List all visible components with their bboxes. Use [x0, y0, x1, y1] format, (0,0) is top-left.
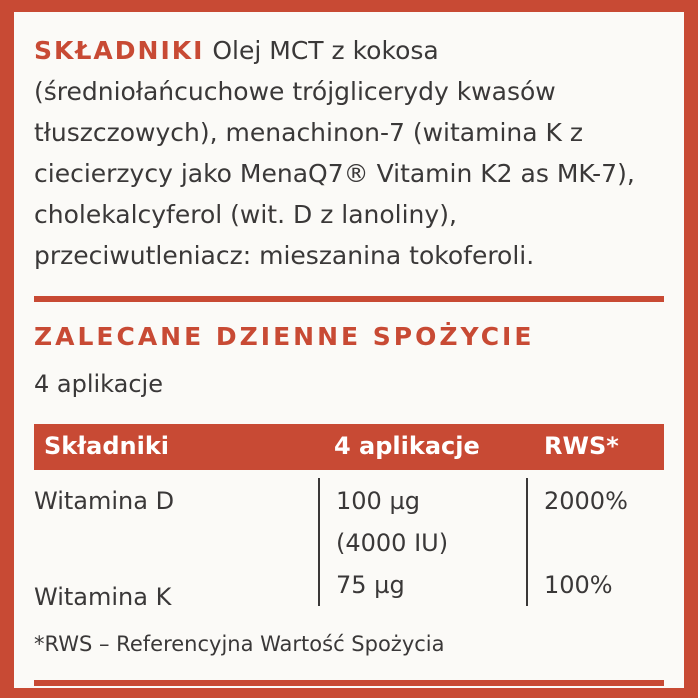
header-amount: 4 aplikacje — [334, 432, 480, 460]
row-vitamin-d-amount: 100 µg — [336, 487, 420, 515]
row-vitamin-k-rws: 100% — [544, 571, 613, 599]
ingredients-label: SKŁADNIKI — [34, 36, 205, 65]
daily-intake-title: ZALECANE DZIENNE SPOŻYCIE — [34, 322, 535, 351]
ingredients-text: Olej MCT z kokosa (średniołańcuchowe trójglicerydy kwasów tłuszczowych), menachinon-7 (witamina K z ciecierzycy jako MenaQ7® Vitamin K2 as MK-7), cholekalcyferol (wit. D z lanoliny), przeciwutleniacz: mieszanina tokoferoli. — [34, 36, 635, 270]
frame-bottom-border — [0, 688, 698, 698]
frame-left-border — [0, 0, 14, 698]
row-vitamin-d-rws: 2000% — [544, 487, 628, 515]
frame-top-border — [0, 0, 698, 12]
table-header — [34, 424, 664, 470]
bottom-divider — [34, 680, 664, 686]
section-divider — [34, 296, 664, 302]
row-vitamin-d-amount-iu: (4000 IU) — [336, 529, 449, 557]
row-vitamin-k-amount: 75 µg — [336, 571, 405, 599]
header-rws: RWS* — [544, 432, 619, 460]
rws-footnote: *RWS – Referencyjna Wartość Spożycia — [34, 632, 445, 656]
table-column-divider — [318, 478, 320, 606]
daily-intake-subtitle: 4 aplikacje — [34, 370, 163, 398]
table-column-divider — [526, 478, 528, 606]
row-vitamin-d-name: Witamina D — [34, 487, 175, 515]
ingredients-paragraph — [34, 30, 674, 276]
row-vitamin-k-name: Witamina K — [34, 583, 172, 611]
frame-right-border — [684, 0, 698, 698]
header-ingredients: Składniki — [44, 432, 170, 460]
